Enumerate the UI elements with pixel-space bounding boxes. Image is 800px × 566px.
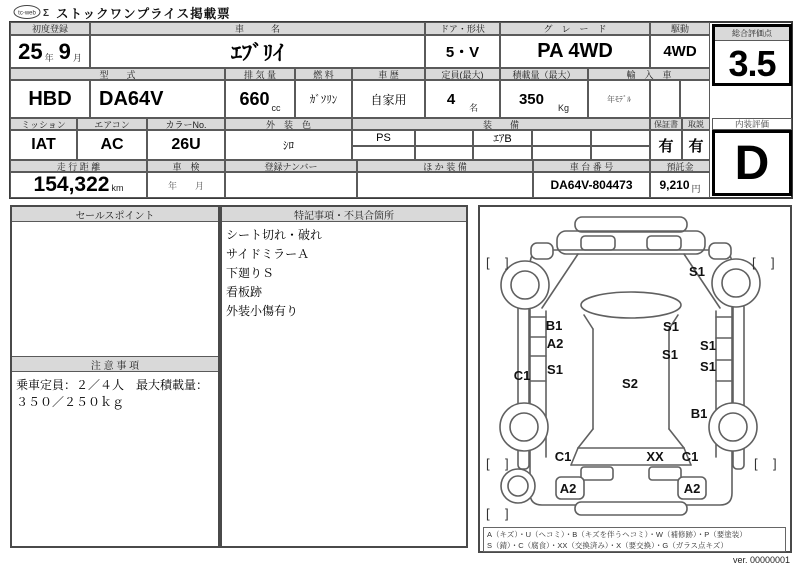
damage-marker-s1: S1 [700,338,716,353]
header-overall-rating: 総合評価点 [715,27,789,41]
defect-note-line: 外装小傷有り [226,304,299,318]
header-interior-rating: 内装評価 [712,118,792,130]
value-car-name: ｴﾌﾞﾘｲ [90,35,425,68]
equipment-cell [352,146,415,160]
damage-legend-line-2: S（錆）・C（腐食）・XX（交換済み）・X（要交換）・G（ガラス点キズ） [487,541,728,550]
value-first-registration: 25 年 9 月 [10,35,90,68]
header-history: 車 歴 [352,68,425,80]
corner-bracket: [ [754,456,758,471]
value-drive: 4WD [650,35,710,68]
header-color-no: カラーNo. [147,118,225,130]
header-chassis-number: 車 台 番 号 [533,160,650,172]
svg-text:Σ: Σ [43,8,50,19]
import-empty-cell-2 [680,80,710,118]
damage-marker-s1: S1 [663,319,679,334]
value-mission: IAT [10,130,77,160]
left-mirror-shape [531,243,553,259]
defect-note-line: シート切れ・破れ [226,228,323,242]
defect-note-line: サイドミラーＡ [226,247,310,261]
header-first-registration: 初度登録 [10,22,90,35]
corner-bracket: ] [505,456,509,471]
value-warranty: 有 [650,130,682,160]
sheet-title: ストックワンプライス掲載票 [56,7,231,21]
vehicle-damage-diagram [478,205,792,525]
version-text: ver. 00000001 [732,555,790,565]
damage-marker-s1: S1 [700,359,716,374]
header-load: 積載量（最大） [500,68,588,80]
interior-rating-box: D [712,130,792,196]
value-model-prefix: HBD [10,80,90,118]
damage-marker-c1: C1 [681,449,699,464]
value-manual: 有 [682,130,710,160]
damage-marker-c1: C1 [513,368,531,383]
defect-notes-list [226,226,322,321]
value-displacement: 660 cc [225,80,295,118]
damage-marker-b1: B1 [690,406,708,421]
import-empty-cell-1 [650,80,680,118]
value-model-code: DA64V [90,80,225,118]
header-fuel: 燃 料 [295,68,352,80]
value-color-no: 26U [147,130,225,160]
equipment-cell [532,146,591,160]
header-door-shape: ドア・形状 [425,22,500,35]
damage-legend-line-1: A（キズ）・U（ヘコミ）・B（キズを伴うヘコミ）・W（補修跡）・P（要塗装） [487,530,747,539]
corner-bracket: [ [486,456,490,471]
header-body-color: 外 装 色 [225,118,352,130]
equipment-cell [591,146,650,160]
left-tail-light-shape [581,467,613,480]
value-chassis-number: DA64V-804473 [533,172,650,198]
value-aircon: AC [77,130,147,160]
value-overall-rating: 3.5 [728,43,776,84]
right-mirror-shape [709,243,731,259]
damage-marker-a2: A2 [546,336,564,351]
damage-marker-c1: C1 [554,449,572,464]
value-capacity: 4 名 [425,80,500,118]
rear-bumper-shape [575,502,687,515]
header-warranty: 保証書 [650,118,682,130]
header-deposit: 預託金 [650,160,710,172]
corner-bracket: [ [486,255,490,270]
header-caution: 注 意 事 項 [12,356,218,372]
header-aircon: エアコン [77,118,147,130]
value-body-color: ｼﾛ [225,130,352,160]
header-mileage: 走 行 距 離 [10,160,147,172]
damage-marker-xx: XX [646,449,664,464]
overall-rating-box [712,24,792,86]
front-bumper-shape [575,217,687,232]
corner-bracket: ] [773,456,777,471]
tcweb-logo-icon [12,3,52,20]
svg-text:tc-web: tc-web [18,10,36,17]
equipment-cell [415,146,473,160]
value-history: 自家用 [352,80,425,118]
header-import-car: 輸 入 車 [588,68,710,80]
header-registration-number: 登録ナンバー [225,160,357,172]
value-door-shape: 5・V [425,35,500,68]
header-drive: 駆動 [650,22,710,35]
corner-bracket: [ [486,506,490,521]
damage-marker-s1: S1 [547,362,563,377]
value-import-year-model: 年ﾓﾃﾞﾙ [588,80,650,118]
value-inspection: 年 月 [147,172,225,198]
equipment-cell-airbag: ｴｱB [473,130,532,146]
equipment-cell [591,130,650,146]
value-mileage: 154,322 km [10,172,147,198]
header-sales-point: セールスポイント [12,207,218,222]
header-displacement: 排 気 量 [225,68,295,80]
value-other-equipment [357,172,533,198]
damage-marker-s1: S1 [662,347,678,362]
header-mission: ミッション [10,118,77,130]
damage-marker-s2: S2 [622,376,638,391]
value-deposit: 9,210 円 [650,172,710,198]
header-other-equipment: ほ か 装 備 [357,160,533,172]
equipment-cell-ps: PS [352,130,415,146]
corner-bracket: ] [505,255,509,270]
header-equipment: 装 備 [352,118,650,130]
header-model-code: 型 式 [10,68,225,80]
header-manual: 取説 [682,118,710,130]
corner-bracket: ] [771,255,775,270]
header-defects: 特記事項・不具合箇所 [222,207,466,222]
value-load: 350 Kg [500,80,588,118]
damage-legend [483,527,786,552]
header-capacity: 定員(最大) [425,68,500,80]
damage-marker-a2: A2 [559,481,577,496]
damage-marker-a2: A2 [683,481,701,496]
corner-bracket: ] [505,506,509,521]
right-tail-light-shape [649,467,681,480]
caution-text: 乗車定員：２／４人 最大積載量： ３５０／２５０ｋｇ [16,378,209,409]
defect-note-line: 下廻りＳ [226,266,275,280]
header-inspection: 車 検 [147,160,225,172]
defect-note-line: 看板跡 [226,285,263,299]
header-grade: グ レ ー ド [500,22,650,35]
equipment-cell [532,130,591,146]
header-car-name: 車 名 [90,22,425,35]
value-fuel: ｶﾞｿﾘﾝ [295,80,352,118]
damage-marker-b1: B1 [545,318,563,333]
equipment-cell [473,146,532,160]
windshield-shape [581,292,681,318]
value-grade: PA 4WD [500,35,650,68]
value-registration-number [225,172,357,198]
damage-marker-s1: S1 [689,264,705,279]
corner-bracket: [ [752,255,756,270]
equipment-cell [415,130,473,146]
